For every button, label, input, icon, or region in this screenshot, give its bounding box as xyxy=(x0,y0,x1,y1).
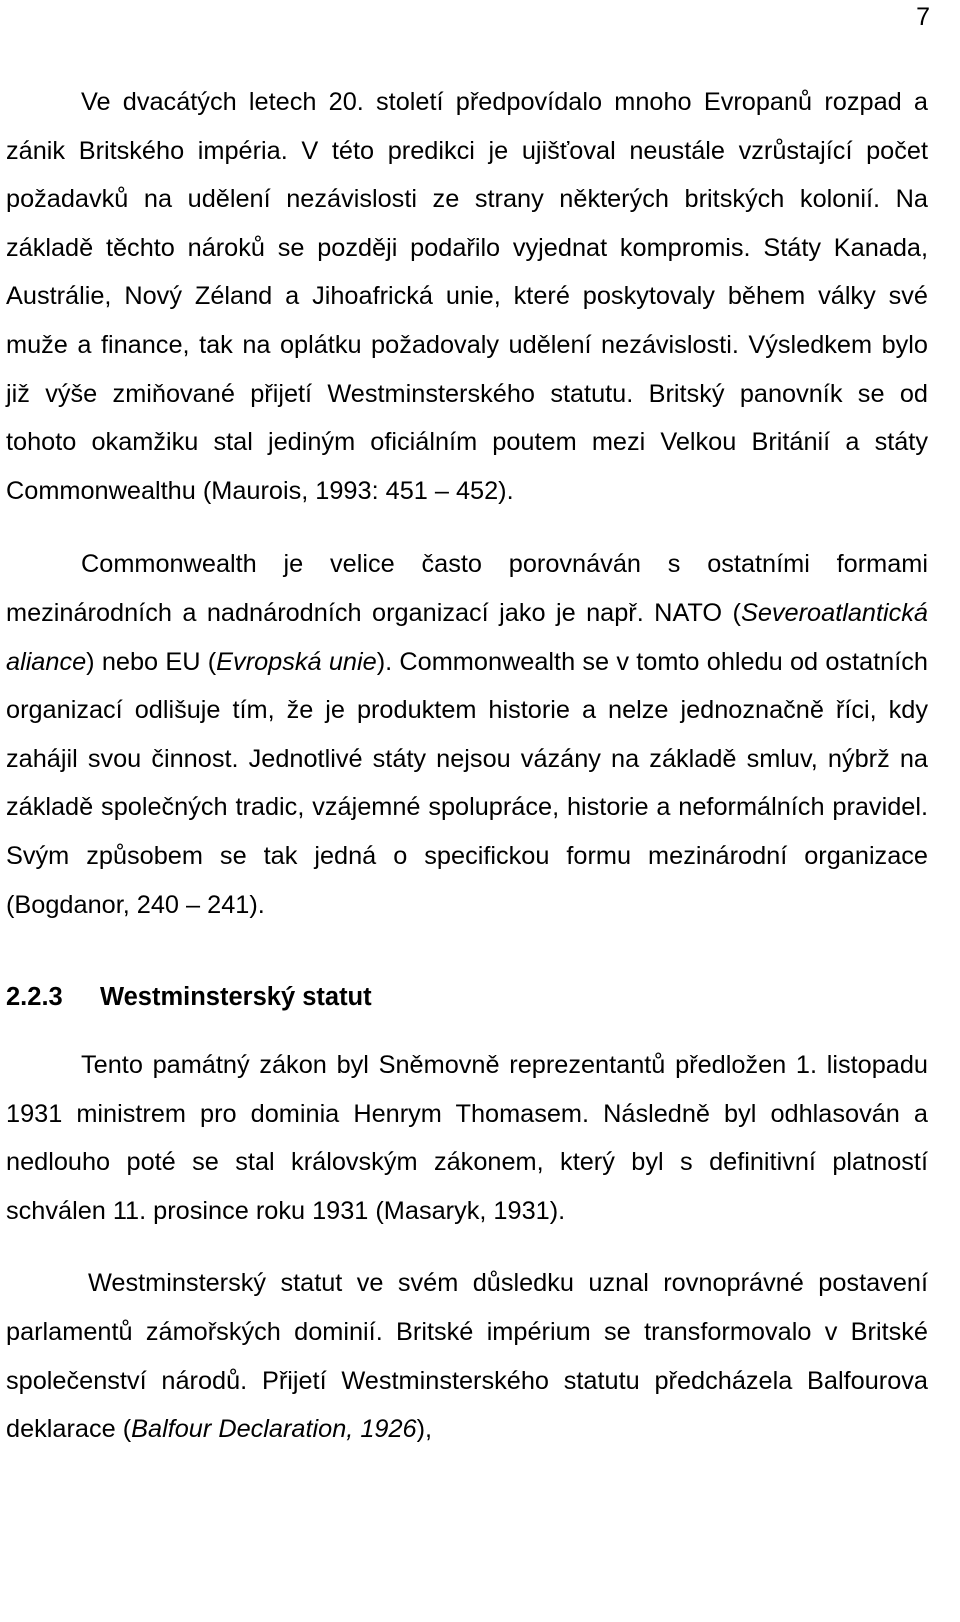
italic-term-eu: Evropská unie xyxy=(216,647,377,676)
paragraph-british-empire: Ve dvacátých letech 20. století předpovídalo mnoho Evropanů rozpad a zánik Britského impéria. V této predikci je ujišťoval neustále vzrůstající počet požadavků na udělení nezávislosti ze strany některých britských kolonií. Na základě těchto nároků se později podařilo vyjednat kompromis. Státy Kanada, Austrálie, Nový Zéland a Jihoafrická unie, které poskytovaly během války své muže a finance, tak na oplátku požadovaly udělení nezávislosti. Výsledkem bylo již výše zmiňované přijetí Westminsterského statutu. Britský panovník se od tohoto okamžiku stal jediným oficiálním poutem mezi Velkou Británií a státy Commonwealthu (Maurois, 1993: 451 – 452). xyxy=(6,88,928,505)
italic-term-balfour: Balfour Declaration, 1926 xyxy=(131,1415,417,1444)
paragraph-text: ) nebo EU ( xyxy=(86,647,217,676)
paragraph-text: Commonwealth je velice často porovnáván s ostatními formami mezinárodních a nadnárodních organizací jako je např. NATO ( xyxy=(6,550,928,627)
section-title: Westminsterský statut xyxy=(100,983,372,1012)
paragraph-text: ), xyxy=(416,1415,433,1444)
section-number: 2.2.3 xyxy=(6,983,63,1012)
italic-term-nato: Severoatlantická aliance xyxy=(6,598,928,676)
section-heading xyxy=(6,977,928,1017)
paragraph-text: ). Commonwealth se v tomto ohledu od ostatních organizací odlišuje tím, že je produktem historie a nelze jednoznačně říci, kdy zahájil svou činnost. Jednotlivé státy nejsou vázány na základě smluv, nýbrž na základě společných tradic, vzájemné spolupráce, historie a neformálních pravidel. Svým způsobem se tak jedná o specifickou formu mezinárodní organizace (Bogdanor, 240 – 241). xyxy=(6,647,928,919)
document-body xyxy=(6,78,928,1454)
paragraph-statute-effect xyxy=(6,1259,928,1453)
paragraph-commonwealth-comparison xyxy=(6,540,928,929)
paragraph-law-passage: Tento památný zákon byl Sněmovně reprezentantů předložen 1. listopadu 1931 ministrem pro dominia Henrym Thomasem. Následně byl odhlasován a nedlouho poté se stal královským zákonem, který byl s definitivní platností schválen 11. prosince roku 1931 (Masaryk, 1931). xyxy=(6,1051,928,1225)
paragraph-text: Westminsterský statut ve svém důsledku uznal rovnoprávné postavení parlamentů zámořských dominií. Britské impérium se transformovalo v Britské společenství národů. Přijetí Westminsterského statutu předcházela Balfourova deklarace ( xyxy=(6,1269,928,1444)
page-number: 7 xyxy=(916,3,930,31)
